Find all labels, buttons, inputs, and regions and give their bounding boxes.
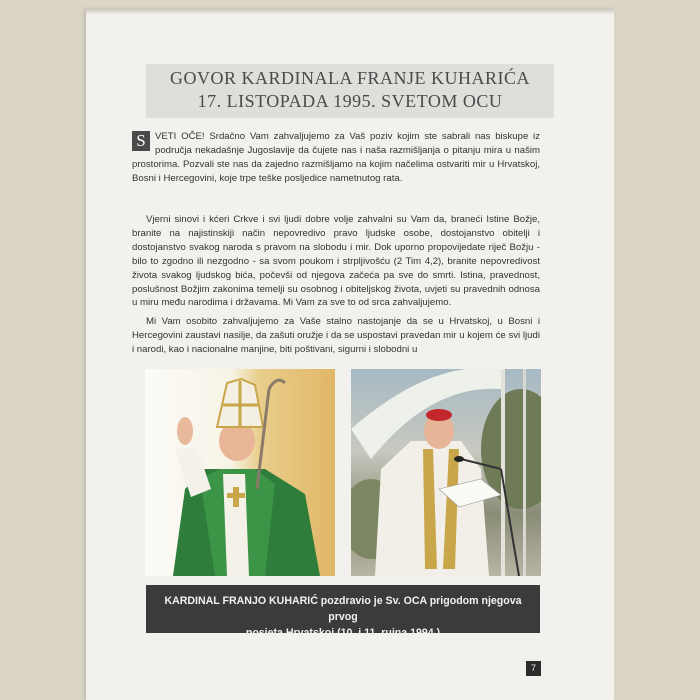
photo-pope-reading (351, 369, 541, 576)
pope-reading-illustration (351, 369, 541, 576)
title-line-2: 17. LISTOPADA 1995. SVETOM OCU (197, 91, 503, 111)
caption-text (154, 593, 532, 641)
photo-pope-waving (145, 369, 335, 576)
book-page (86, 9, 614, 700)
drop-cap: S (132, 131, 150, 151)
paragraph-2: Vjerni sinovi i kćeri Crkve i svi ljudi dobre volje zahvalni su Vam da, braneći Istine Božje, branite na najistinskiji način nepovredivo pravo ljudske osobe, dostojanstvo obitelji i dostojanstvo svakog naroda s pravom na slobodu i mir. Dok uporno propovijedate riječ Božju - bilo to zgodno ili nezgodno - sa svom poukom i strpljivošću (2 Tim 4,2), branite nepovredivost života svakog ljudskog bića, počevši od njegova začeća pa sve do smrti. Istina, pravednost, poslušnost Božjim zakonima temelji su osobnog i obiteljskog života, uvjeti su pravednih odnosa u miru među narodima i državama. Mi Vam za sve to od srca zahvaljujemo. (132, 214, 540, 309)
paragraph-1 (132, 130, 540, 186)
pope-waving-illustration (145, 369, 335, 576)
page-number: 7 (526, 661, 541, 676)
photo-caption (146, 585, 540, 639)
caption-line-1: KARDINAL FRANJO KUHARIĆ pozdravio je Sv. OCA prigodom njegova prvog (164, 595, 522, 623)
paragraph-3: Mi Vam osobito zahvaljujemo za Vaše stalno nastojanje da se u Hrvatskoj, u Bosni i Hercegovini zaustavi nasilje, da zašuti oružje i da se uspostavi pravedan mir u kojem će svi ljudi i narodi, kao i nacionalne manjine, biti poštivani, sigurni i slobodni u (132, 316, 540, 355)
page-edge-shadow (86, 9, 614, 15)
paragraph-1-text: VETI OČE! Srdačno Vam zahvaljujemo za Vaš poziv kojim ste sabrali nas biskupe iz područja nekadašnje Jugoslavije da čujete nas i naša razmišljanja o pitanju mira u našim prostorima. Pozvali ste nas da zajedno razmišljamo na kojim načelima ostvariti mir u Hrvatskoj, Bosni i Hercegovini, koje trpe teške posljedice nametnutog rata. (132, 131, 540, 184)
title-band (146, 64, 554, 118)
title-line-1: GOVOR KARDINALA FRANJE KUHARIĆA (169, 68, 530, 88)
caption-line-2: posjeta Hrvatskoj (10. i 11. rujna 1994.) (245, 627, 441, 639)
